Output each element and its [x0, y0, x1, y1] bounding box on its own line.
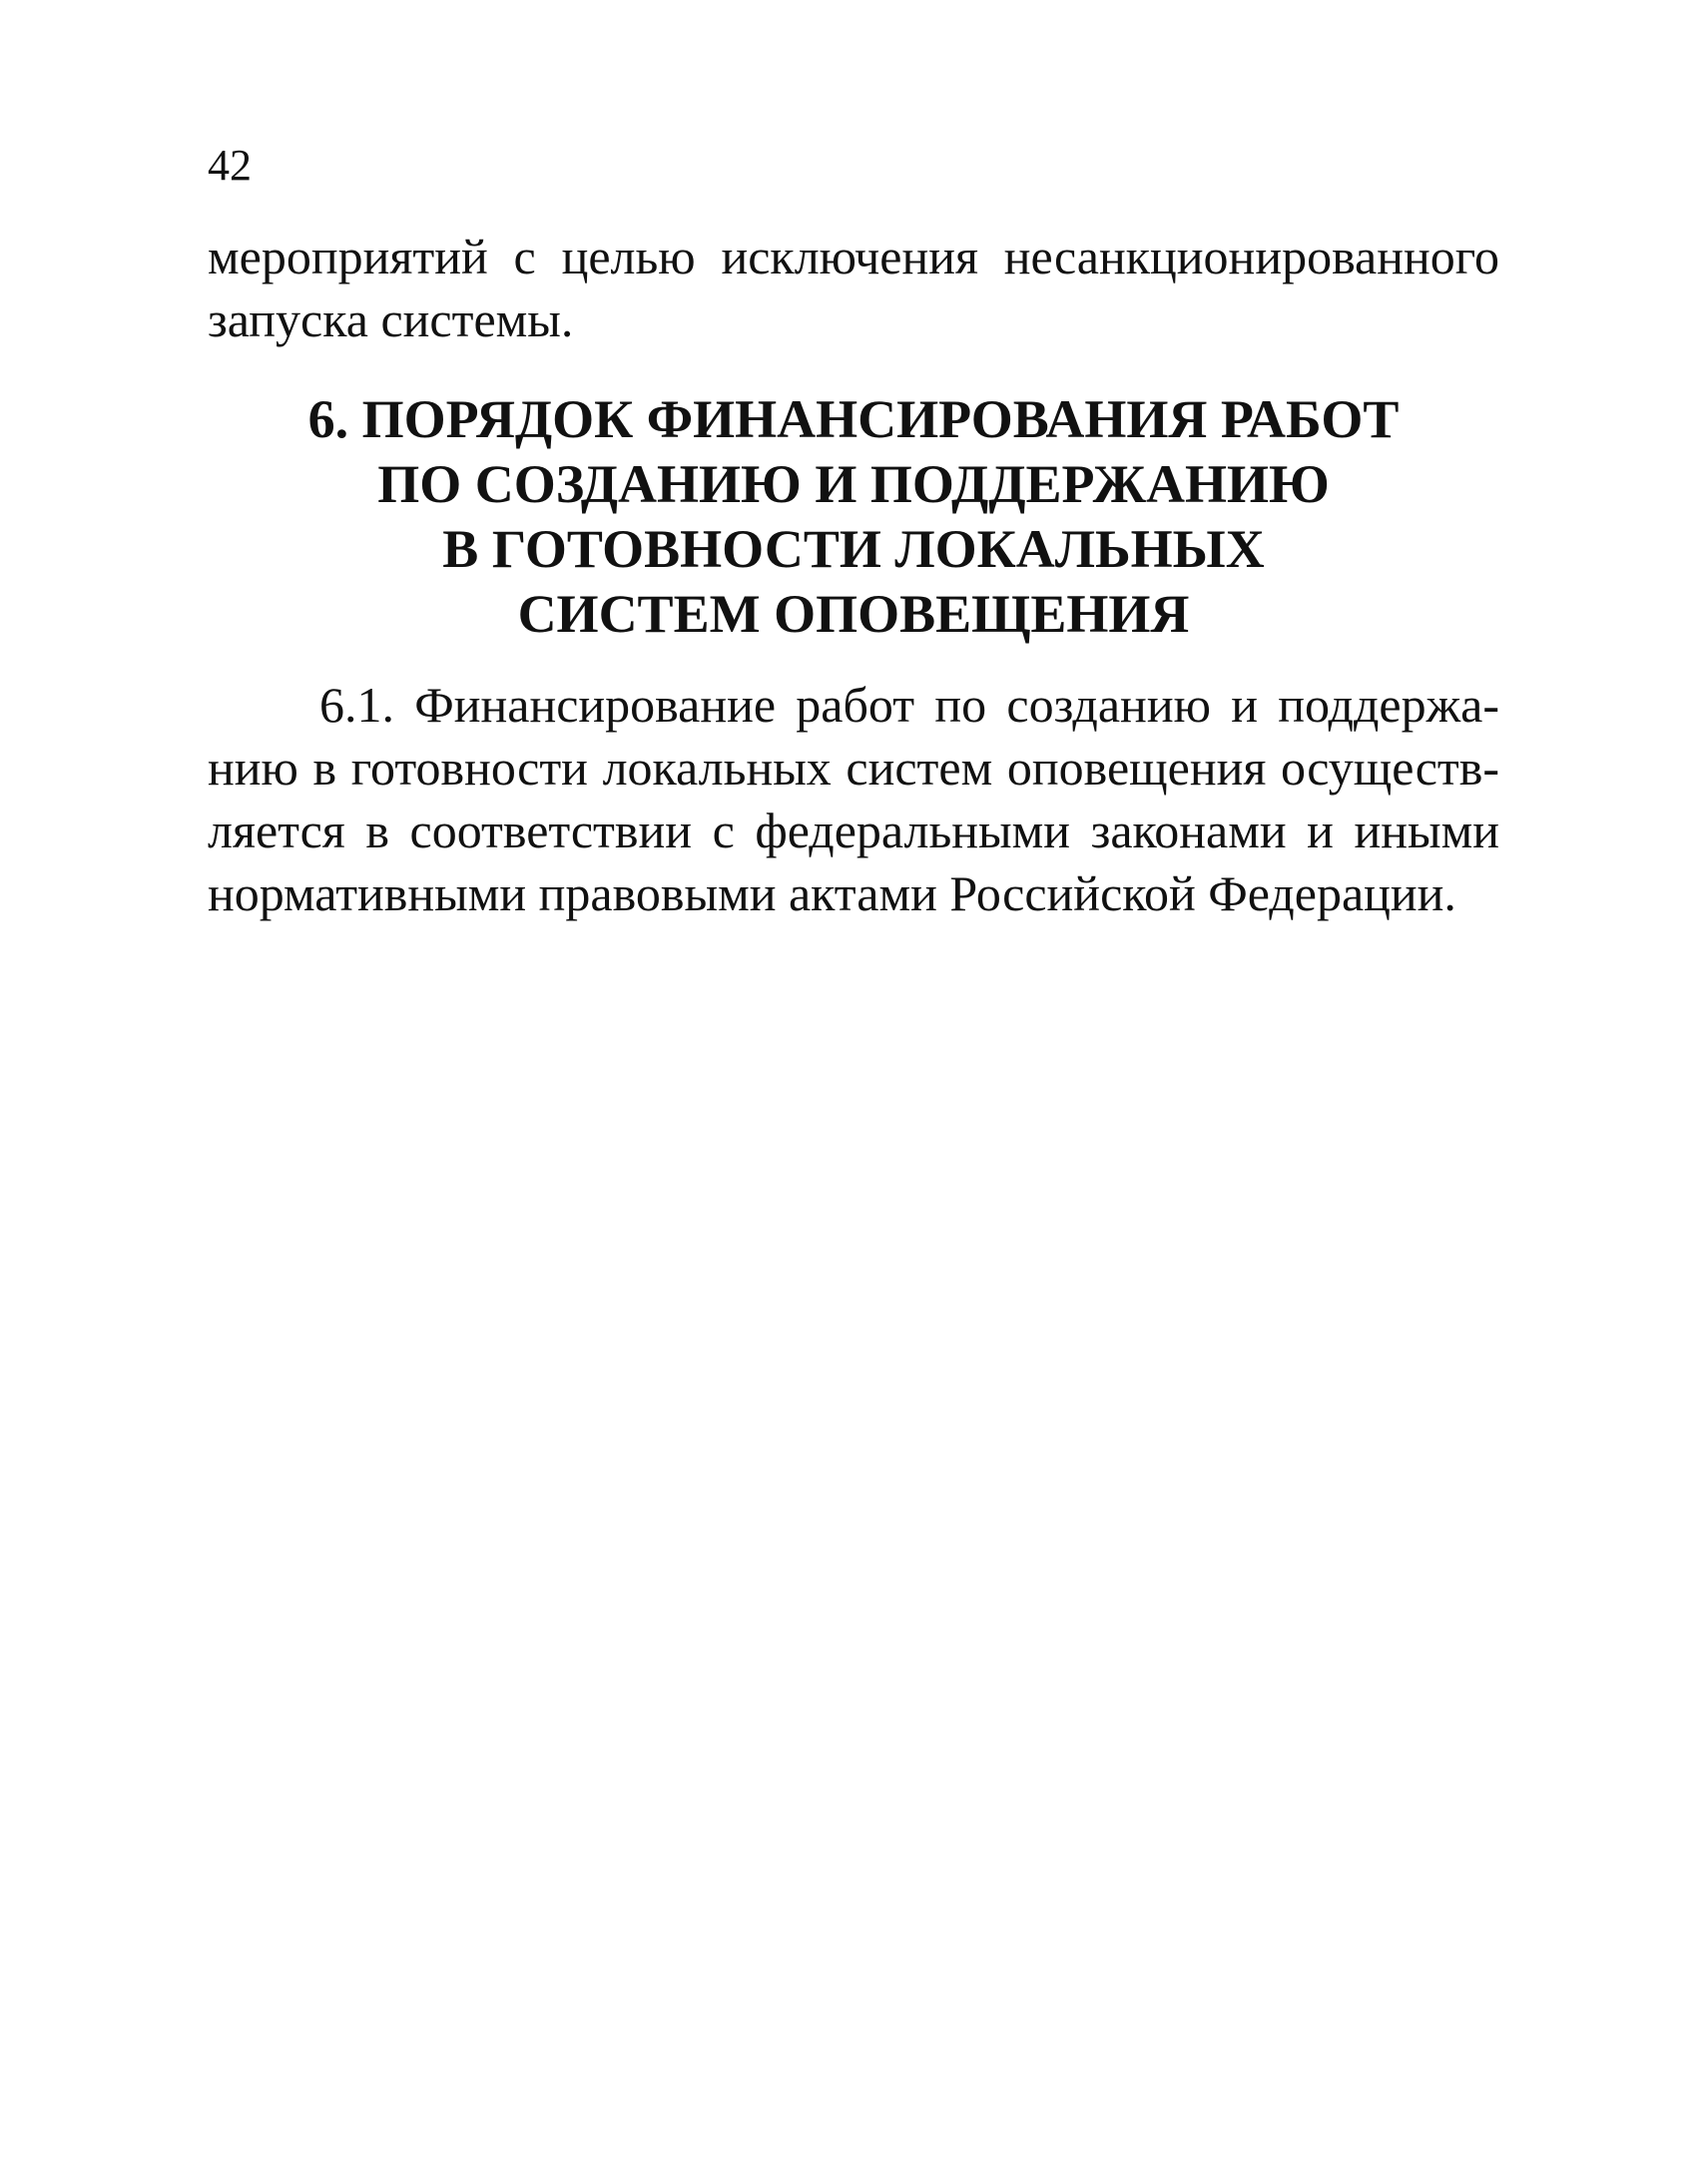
- heading-line: В ГОТОВНОСТИ ЛОКАЛЬНЫХ: [442, 519, 1265, 579]
- continuation-line: запуска системы.: [208, 291, 574, 347]
- heading-line: СИСТЕМ ОПОВЕЩЕНИЯ: [517, 584, 1190, 644]
- paragraph-line: ляется в соответствии с федеральными законами и иными: [208, 803, 1499, 858]
- heading-line: 6. ПОРЯДОК ФИНАНСИРОВАНИЯ РАБОТ: [307, 389, 1400, 449]
- section-paragraph: [208, 674, 1499, 925]
- paragraph-line: 6.1. Финансирование работ по созданию и поддержа-: [319, 677, 1499, 733]
- heading-line: ПО СОЗДАНИЮ И ПОДДЕРЖАНИЮ: [377, 454, 1330, 514]
- continuation-line: мероприятий с целью исключения несанкционированного: [208, 229, 1499, 284]
- continuation-paragraph: [208, 226, 1499, 351]
- paragraph-line: нормативными правовыми актами Российской Федерации.: [208, 865, 1456, 921]
- paragraph-line: нию в готовности локальных систем оповещения осуществ-: [208, 740, 1499, 796]
- page-number: 42: [208, 141, 252, 190]
- section-heading: [208, 387, 1499, 647]
